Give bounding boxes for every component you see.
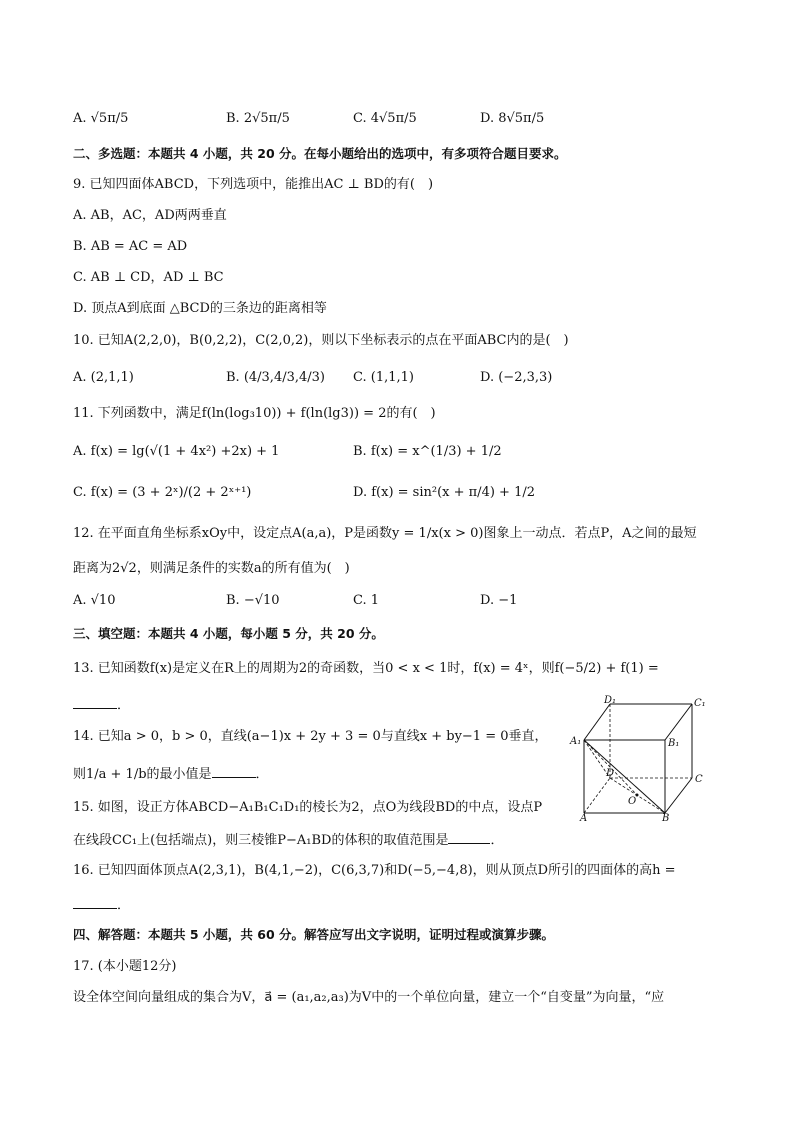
cube-figure <box>568 692 708 822</box>
q8-option-c: C. 4√5π/5 <box>353 111 417 126</box>
label-c1: C₁ <box>694 698 706 709</box>
edge-cb <box>665 778 692 813</box>
q15-blank[interactable] <box>448 831 490 844</box>
q12-stem-line1: 12. 在平面直角坐标系xOy中，设定点A(a,a)，P是函数y = 1/x(x > 0)图象上一动点．若点P，A之间的最短 <box>73 526 697 541</box>
q8-option-d: D. 8√5π/5 <box>480 111 545 126</box>
q14-prompt: 则1/a + 1/b的最小值是 <box>73 767 212 782</box>
q9-stem: 9. 已知四面体ABCD，下列选项中，能推出AC ⊥ BD的有( ) <box>73 177 434 192</box>
q11-option-a: A. f(x) = lg(√(1 + 4x²) +2x) + 1 <box>73 444 280 459</box>
section-multiple-choice-heading: 二、多选题：本题共 4 小题，共 20 分。在每小题给出的选项中，有多项符合题目要求。 <box>73 146 567 161</box>
q13-stem: 13. 已知函数f(x)是定义在R上的周期为2的奇函数，当0 < x < 1时，f(x) = 4ˣ，则f(−5/2) + f(1) = <box>73 661 659 676</box>
label-c: C <box>695 774 703 785</box>
q9-option-d: D. 顶点A到底面 △BCD的三条边的距离相等 <box>73 301 327 316</box>
q9-option-b: B. AB = AC = AD <box>73 239 188 254</box>
q10-option-c: C. (1,1,1) <box>353 370 414 385</box>
q10-option-d: D. (−2,3,3) <box>480 370 553 385</box>
q11-option-b: B. f(x) = x^(1/3) + 1/2 <box>353 444 502 459</box>
label-a: A <box>580 813 588 822</box>
edge-c1b1 <box>665 704 692 740</box>
label-o: O <box>628 796 637 807</box>
q8-option-b: B. 2√5π/5 <box>226 111 290 126</box>
edge-a1d1 <box>584 704 610 740</box>
q12-option-c: C. 1 <box>353 593 380 608</box>
q14-answer-line <box>73 765 269 784</box>
q12-option-b: B. −√10 <box>226 593 280 608</box>
q15-period: ． <box>490 833 504 848</box>
q16-stem: 16. 已知四面体顶点A(2,3,1)，B(4,1,−2)，C(6,3,7)和D(−5,−4,8)，则从顶点D所引的四面体的高h = <box>73 863 676 878</box>
label-b: B <box>662 813 670 822</box>
q15-prompt: 在线段CC₁上(包括端点)，则三棱锥P−A₁BD的体积的取值范围是 <box>73 833 449 848</box>
q10-stem: 10. 已知A(2,2,0)，B(0,2,2)，C(2,0,2)，则以下坐标表示的点在平面ABC内的是( ) <box>73 333 569 348</box>
q10-option-a: A. (2,1,1) <box>73 370 134 385</box>
label-b1: B₁ <box>668 738 680 749</box>
q12-option-d: D. −1 <box>480 593 518 608</box>
q12-option-a: A. √10 <box>73 593 116 608</box>
q16-blank[interactable] <box>73 896 117 909</box>
q13-answer-line <box>73 696 130 715</box>
q14-period: ． <box>255 767 269 782</box>
q16-answer-line <box>73 896 130 915</box>
q9-option-c: C. AB ⊥ CD，AD ⊥ BC <box>73 270 224 285</box>
q11-option-c: C. f(x) = (3 + 2ˣ)/(2 + 2ˣ⁺¹) <box>73 485 252 500</box>
q11-stem: 11. 下列函数中，满足f(ln(log₃10)) + f(ln(lg3)) = 2的有( ) <box>73 406 436 421</box>
q17-text: 设全体空间向量组成的集合为V，a⃗ = (a₁,a₂,a₃)为V中的一个单位向量，建立一个“自变量”为向量，“应 <box>73 990 665 1005</box>
q12-stem-line2: 距离为2√2，则满足条件的实数a的所有值为( ) <box>73 561 350 576</box>
q10-option-b: B. (4/3,4/3,4/3) <box>226 370 325 385</box>
edge-ad <box>584 778 610 813</box>
segment-a1b <box>584 740 665 813</box>
q13-blank[interactable] <box>73 696 117 709</box>
q11-option-d: D. f(x) = sin²(x + π/4) + 1/2 <box>353 485 535 500</box>
section-fill-in-heading: 三、填空题：本题共 4 小题，每小题 5 分，共 20 分。 <box>73 626 384 641</box>
q9-option-a: A. AB，AC，AD两两垂直 <box>73 208 227 223</box>
label-d: D <box>606 768 615 779</box>
q14-blank[interactable] <box>212 765 256 778</box>
label-a1: A₁ <box>570 736 582 747</box>
q14-stem: 14. 已知a > 0，b > 0，直线(a−1)x + 2y + 3 = 0与直线x + by−1 = 0垂直， <box>73 729 548 744</box>
label-d1: D₁ <box>604 695 617 706</box>
q16-period: ． <box>117 898 131 913</box>
section-answer-heading: 四、解答题：本题共 5 小题，共 60 分。解答应写出文字说明，证明过程或演算步骤。 <box>73 927 555 942</box>
q13-period: ． <box>117 698 131 713</box>
q8-option-a: A. √5π/5 <box>73 111 129 126</box>
q15-stem: 15. 如图，设正方体ABCD−A₁B₁C₁D₁的棱长为2，点O为线段BD的中点，设点P <box>73 800 543 815</box>
q15-answer-line <box>73 831 503 850</box>
q17-header: 17. (本小题12分) <box>73 959 177 974</box>
